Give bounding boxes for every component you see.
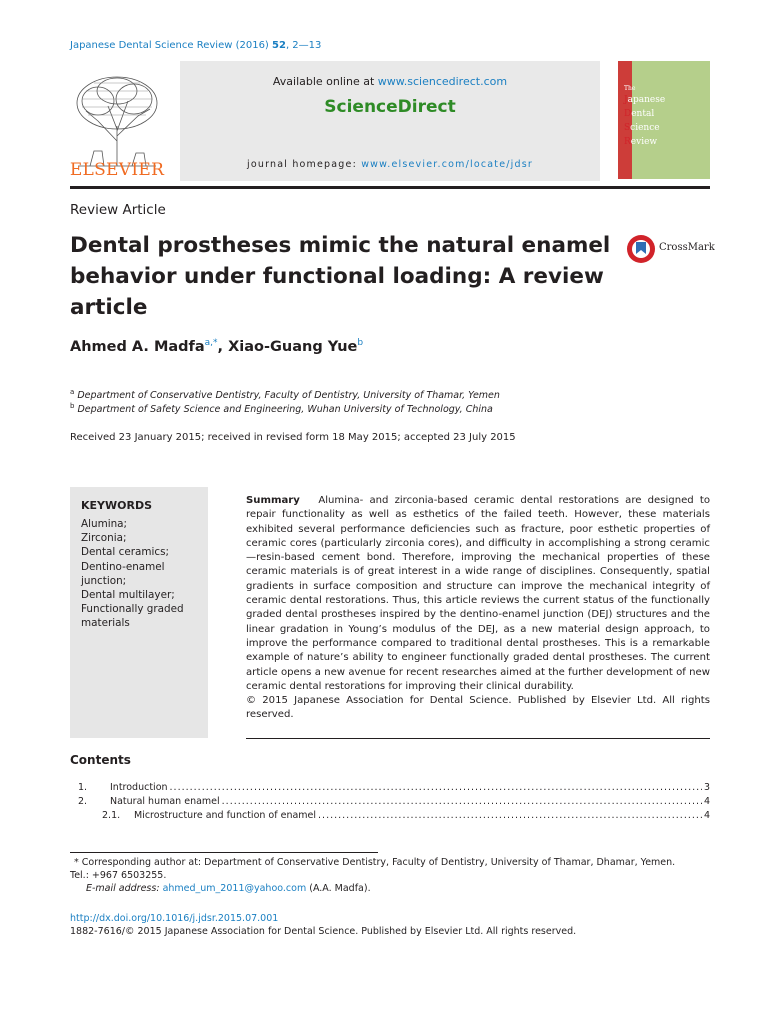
keywords-list [81, 517, 201, 631]
summary-copyright: © 2015 Japanese Association for Dental Science. Published by Elsevier Ltd. All rights reserved. [246, 695, 710, 721]
journal-cover[interactable] [618, 61, 710, 179]
journal-citation[interactable]: Japanese Dental Science Review (2016) 52, 2—13 [70, 40, 322, 51]
author-madfa: Ahmed A. Madfa [70, 338, 205, 355]
sciencedirect-logo[interactable]: ScienceDirect [324, 97, 456, 117]
summary-lead: Summary [246, 495, 300, 506]
masthead-panel [180, 61, 600, 181]
issn-copyright: 1882-7616/© 2015 Japanese Association for Dental Science. Published by Elsevier Ltd. All rights reserved. [70, 926, 577, 937]
toc-item-natural-enamel[interactable]: 2. Natural human enamel ..... 4 [70, 796, 710, 807]
header-rule [70, 186, 710, 189]
sciencedirect-link[interactable]: www.sciencedirect.com [377, 75, 508, 88]
keyword-item: Alumina; [81, 518, 128, 530]
email-note: E-mail address: ahmed_um_2011@yahoo.com (A.A. Madfa). [86, 883, 371, 894]
journal-homepage-link[interactable]: www.elsevier.com/locate/jdsr [361, 159, 533, 170]
toc-item-introduction[interactable]: 1. Introduction ..... 3 [70, 782, 710, 793]
article-type: Review Article [70, 202, 166, 218]
doi-link[interactable]: http://dx.doi.org/10.1016/j.jdsr.2015.07.001 [70, 913, 279, 924]
author-affiliation-link[interactable]: a,* [204, 338, 218, 348]
keyword-item: Functionally graded materials [81, 603, 184, 630]
keyword-item: Dentino-enamel junction; [81, 560, 165, 587]
author-yue: Xiao-Guang Yue [228, 338, 358, 355]
crossmark-icon [626, 234, 656, 264]
summary-rule [246, 738, 710, 739]
author-affiliation-link[interactable]: b [357, 338, 364, 348]
available-online: Available online at www.sciencedirect.com [272, 75, 508, 88]
abstract-summary [246, 494, 710, 723]
affiliation-a: $^a$ Department of Conservative Dentistry, Faculty of Dentistry, University of Thamar, Yemen [70, 388, 500, 402]
keyword-item: Dental ceramics; [81, 546, 169, 559]
email-link[interactable]: ahmed_um_2011@yahoo.com [162, 883, 307, 894]
keywords-heading: KEYWORDS [81, 499, 153, 512]
crossmark-badge[interactable]: CrossMark [626, 234, 712, 264]
cover-title: The Japanese Dental Science Review [624, 85, 666, 147]
summary-text: Alumina- and zirconia-based ceramic dental restorations are designed to repair functionality as well as esthetics of the failed teeth. However, these materials exhibited several performance deficiencies such as fracture, poor esthetic properties of ceramic cores (particularly zirconia cores), and difficulty in accomplishing a strong ceramic—resin-based cement bond. Therefore, improving the mechanical properties of these ceramic materials is of great interest in a wide range of disciplines. Consequently, spatial gradients in surface composition and structure can improve the mechanical integrity of ceramic dental restorations. Thus, this article reviews the current status of the functionally graded dental prostheses inspired by the dentino-enamel junction (DEJ) structures and the linear gradation in Young’s modulus of the DEJ, as a new material design approach, to improve the performance compared to traditional dental prostheses. This is a remarkable example of nature’s ability to engineer functionally graded dental prostheses. The current article opens a new avenue for recent researches aimed at the further development of new ceramic dental restorations for improving their clinical durability. [246, 495, 710, 692]
keyword-item: Dental multilayer; [81, 589, 175, 602]
corresponding-author-note: * Corresponding author at: Department of Conservative Dentistry, Faculty of Dentistry, University of Thamar, Dhamar, Yemen. [74, 857, 676, 868]
footnote-rule [70, 852, 378, 853]
article-title: Dental prostheses mimic the natural enamel behavior under functional loading: A review article [70, 233, 611, 320]
author-list: Ahmed A. Madfa$^{a,*}$, Xiao-Guang Yue$^b$ [70, 338, 364, 355]
keywords-box [70, 487, 208, 738]
received-dates: Received 23 January 2015; received in revised form 18 May 2015; accepted 23 July 2015 [70, 432, 516, 443]
telephone-note: Tel.: +967 6503255. [70, 870, 167, 881]
affiliation-b: $^b$ Department of Safety Science and Engineering, Wuhan University of Technology, China [70, 402, 493, 416]
elsevier-wordmark: ELSEVIER [69, 160, 165, 180]
journal-homepage: journal homepage: www.elsevier.com/locate/jdsr [247, 159, 533, 170]
keyword-item: Zirconia; [81, 532, 127, 545]
toc-item-microstructure[interactable]: 2.1. Microstructure and function of enamel ..... 4 [70, 810, 710, 821]
contents-heading: Contents [70, 753, 131, 767]
